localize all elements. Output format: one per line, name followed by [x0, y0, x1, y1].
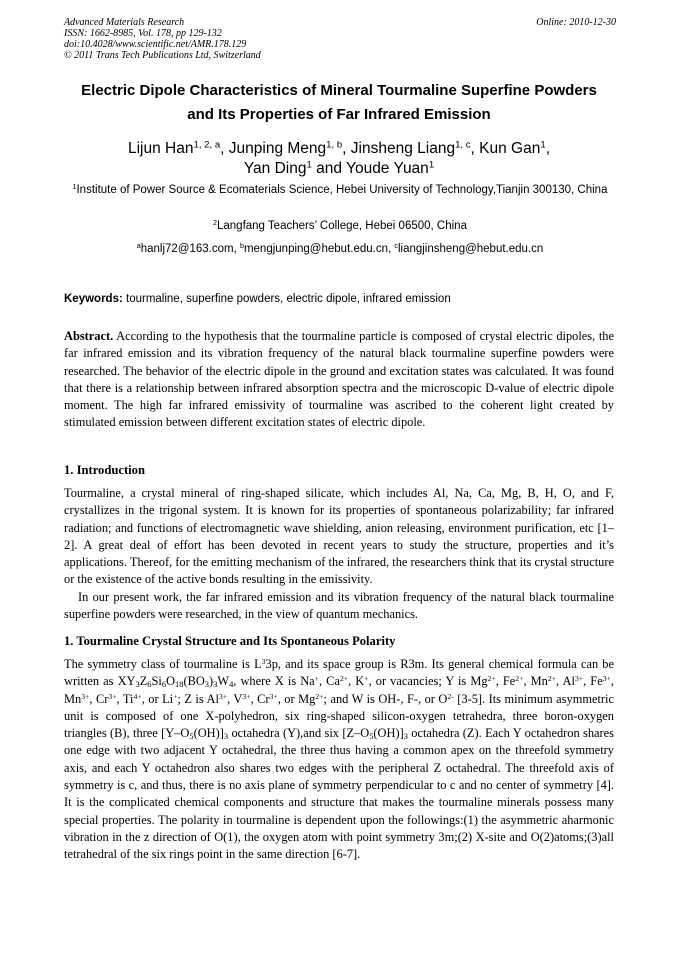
- author-name: Jinsheng Liang: [350, 140, 456, 157]
- text-run: , Ti: [116, 691, 134, 706]
- superscript: 3+: [81, 691, 90, 701]
- author-name: Kun Gan: [479, 140, 541, 157]
- paragraph: Tourmaline, a crystal mineral of ring-shaped silicate, which includes Al, Na, Ca, Mg, B, H, O, and F, crystallizes in the trigonal system. It is known for its properties of spontaneous polarizability; far infrared radiation; and functions of electromagnetic wave shielding, anion releasing, environment purification, etc [1–2]. A great deal of effort has been devoted in recent years to study the structure, properties and it’s applications. Thereof, for the emitting mechanism of the infrared, the researchers think that its crystal structure or the existence of the active bonds resulting in the emissivity.: [64, 486, 614, 587]
- author-sup: 1, b: [326, 139, 343, 151]
- author-sup: 1, c: [455, 139, 471, 151]
- superscript: +: [173, 691, 178, 701]
- affiliation-text: Langfang Teachers’ College, Hebei 06500, China: [216, 220, 467, 232]
- text-run: (OH)]: [373, 726, 404, 741]
- superscript: 2+: [339, 674, 349, 684]
- abstract-text: According to the hypothesis that the tourmaline particle is composed of crystal electric dipoles, the far infrared emission and its vibration frequency of the natural black tourmaline superfine powders were researched. The behavior of the electric dipole in the ground and excitation states was calculated. It was found that there is a relationship between infrared absorption spectra and the microscopic D-value of electric dipole moment. The high far infrared emissivity of tourmaline was ascribed to the coherent light created by stimulated emission between different excitation states of electric dipole.: [64, 329, 614, 430]
- text-run: , Fe: [583, 674, 603, 689]
- subscript: 3: [403, 731, 408, 742]
- text-run: W: [217, 674, 230, 689]
- structure-body: [64, 656, 614, 864]
- text-run: , K: [348, 674, 365, 689]
- author-list: [60, 139, 618, 179]
- keywords: [64, 292, 624, 307]
- subscript: 5: [189, 731, 194, 742]
- text-run: octahedra (Z). Each Y octahedron shares one edge with two adjacent Y octahedral, the three thus having a common apex on the threefold symmetry axis, and each Y octahedron also shares two edges with the peripheral Z octahedral. The threefold axis of symmetry is c, and thus, there is no axis plane of symmetry perpendicular to c and no center of symmetry [4]. It is the complicated chemical components and structure that makes the tourmaline minerals possess many special properties. The polarity in tourmaline is dependent upon the followings:(1) the asymmetric aharmonic vibration in the z direction of O(1), the oxygen atom with point symmetry 3m;(2) X-site and O(2)atoms;(3)all tetrahedral of the six rings point in the same direction [6-7].: [64, 726, 614, 862]
- keywords-text: tourmaline, superfine powders, electric dipole, infrared emission: [126, 293, 451, 305]
- text-run: , Mn: [64, 674, 614, 706]
- abstract-label: Abstract.: [64, 329, 114, 343]
- superscript: 3+: [218, 691, 228, 701]
- author-sup: 1, 2, a: [193, 139, 221, 151]
- text-run: [3-5]. Its minimum asymmetric unit is composed of one X-polyhedron, six ring-shaped silicon-oxygen tetrahedra, three boron-oxygen triangles (B), three [Y–O: [64, 691, 614, 741]
- superscript: 3+: [269, 691, 278, 701]
- online-date: Online: 2010-12-30: [536, 17, 616, 28]
- journal-name: Advanced Materials Research: [64, 17, 185, 28]
- author-name: Yan Ding: [243, 160, 307, 177]
- text-run: , where X is Na: [233, 674, 315, 689]
- subscript: 6: [161, 679, 167, 690]
- author-name: Youde Yuan: [346, 160, 429, 177]
- text-run: Z: [139, 674, 148, 689]
- authors-line-2: [60, 159, 618, 179]
- paper-title: [50, 79, 628, 127]
- subscript: 5: [369, 731, 374, 742]
- text-run: O: [166, 674, 176, 689]
- email-sup: a: [136, 242, 141, 251]
- copyright: © 2011 Trans Tech Publications Ltd, Switzerland: [64, 50, 261, 61]
- text-run: , Al: [556, 674, 575, 689]
- subscript: 4: [229, 679, 234, 690]
- text-run: , or Li: [141, 691, 174, 706]
- text-run: , or vacancies; Y is Mg: [368, 674, 488, 689]
- superscript: 3+: [574, 674, 584, 684]
- affiliation-sup: 1: [72, 183, 77, 192]
- superscript: 2-: [447, 691, 454, 701]
- text-run: ): [209, 674, 214, 689]
- text-run: , Fe: [495, 674, 516, 689]
- text-run: , or Mg: [277, 691, 316, 706]
- text-run: The symmetry class of tourmaline is L: [64, 657, 262, 671]
- text-run: (OH)]: [193, 726, 224, 741]
- superscript: 3+: [242, 691, 251, 701]
- superscript: 3: [261, 656, 266, 666]
- email-sup: b: [239, 242, 244, 251]
- text-run: (BO: [183, 674, 205, 689]
- author-name: Junping Meng: [228, 140, 327, 157]
- affiliation-1: [60, 182, 620, 198]
- superscript: +: [364, 674, 369, 684]
- subscript: 6: [147, 679, 152, 690]
- email-list: [60, 241, 620, 257]
- doi: doi:10.4028/www.scientific.net/AMR.178.129: [64, 39, 247, 50]
- keywords-label: Keywords:: [64, 293, 123, 305]
- section-heading-introduction: 1. Introduction: [64, 463, 145, 477]
- email-link[interactable]: hanlj72@163.com,: [140, 243, 237, 255]
- text-run: , Mn: [523, 674, 548, 689]
- abstract: [64, 328, 614, 432]
- superscript: 3+: [108, 691, 117, 701]
- superscript: 2+: [515, 674, 524, 684]
- text-run: Si: [151, 674, 162, 689]
- and-word: and: [316, 160, 342, 177]
- text-run: ; Z is Al: [177, 691, 219, 706]
- superscript: 2+: [315, 691, 324, 701]
- subscript: 3: [223, 731, 229, 742]
- title-line-1: Electric Dipole Characteristics of Mineral Tourmaline Superfine Powders: [81, 82, 597, 99]
- text-run: , Ca: [319, 674, 340, 689]
- journal-header: [64, 17, 616, 61]
- subscript: 3: [213, 679, 218, 690]
- author-sup: 1: [540, 139, 546, 151]
- issn: ISSN: 1662-8985, Vol. 178, pp 129-132: [64, 28, 222, 39]
- paragraph: In our present work, the far infrared emission and its vibration frequency of the natural black tourmaline superfine powders were researched, in the view of quantum mechanics.: [64, 589, 614, 622]
- email-link[interactable]: mengjunping@hebut.edu.cn,: [243, 243, 392, 255]
- text-run: 3p, and its space group is R3m. Its general chemical formula can be written as XY: [64, 657, 614, 689]
- superscript: 3+: [602, 674, 611, 684]
- text-run: , Cr: [89, 691, 109, 706]
- affiliation-text: Institute of Power Source & Ecomaterials Science, Hebei University of Technology,Tianjin 300130, China: [76, 184, 608, 196]
- author-sup: 1: [428, 159, 435, 171]
- text-run: , Cr: [250, 691, 270, 706]
- subscript: 18: [175, 679, 184, 690]
- section-heading-structure: 1. Tourmaline Crystal Structure and Its Spontaneous Polarity: [64, 634, 396, 648]
- email-link[interactable]: liangjinsheng@hebut.edu.cn: [397, 243, 544, 255]
- authors-line-1: Lijun Han$^{1, 2, a}$, Junping Meng$^{1, b}$, Jinsheng Liang$^{1, c}$, Kun Gan$^1$,: [127, 139, 551, 157]
- superscript: 2+: [547, 674, 557, 684]
- subscript: 3: [204, 679, 210, 690]
- author-sup: 1: [306, 159, 312, 171]
- text-run: , V: [227, 691, 243, 706]
- subscript: 3: [135, 679, 140, 690]
- introduction-body: [64, 485, 614, 623]
- text-run: ; and W is OH-, F-, or O: [323, 691, 448, 706]
- affiliation-2: [60, 218, 620, 234]
- superscript: 4+: [133, 691, 142, 701]
- title-line-2: and Its Properties of Far Infrared Emission: [187, 106, 491, 123]
- superscript: 2+: [487, 674, 496, 684]
- text-run: octahedra (Y),and six [Z–O: [228, 726, 370, 741]
- superscript: +: [314, 674, 319, 684]
- author-name: Lijun Han: [127, 140, 194, 157]
- affiliation-sup: 2: [213, 219, 217, 228]
- email-sup: c: [394, 242, 398, 251]
